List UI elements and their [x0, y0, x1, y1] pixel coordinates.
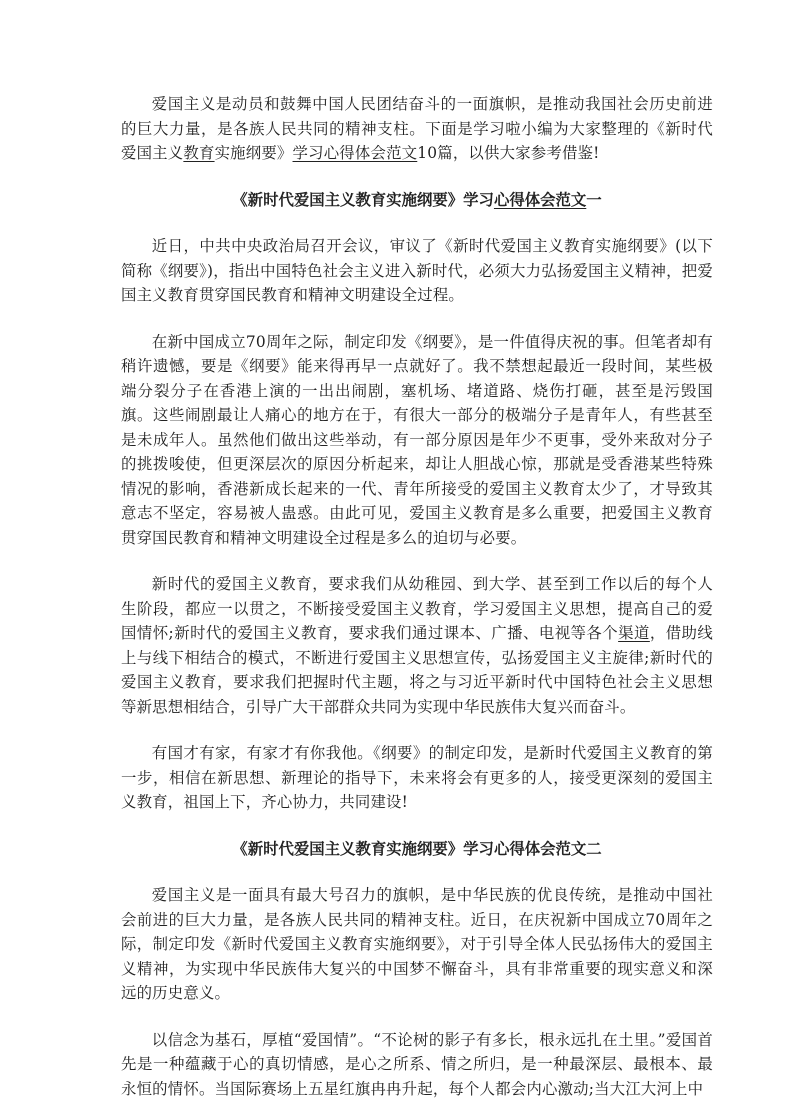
- link-essay-samples[interactable]: 学习心得体会范文: [293, 144, 418, 162]
- heading-text: 《新时代爱国主义教育实施纲要》学习: [232, 191, 494, 209]
- paragraph-text: 新时代的爱国主义教育，要求我们从幼稚园、到大学、甚至到工作以后的每个人生阶段，都应一以贯之，不断接受爱国主义教育，学习爱国主义思想，提高自己的爱国情怀;新时代的爱国主义教育，要求我们通过课本、广播、电视等各个: [121, 575, 713, 642]
- paragraph-text: ，借助线上与线下相结合的模式，不断进行爱国主义思想宣传，弘扬爱国主义主旋律;新时代的爱国主义教育，要求我们把握时代主题，将之与习近平新时代中国特色社会主义思想等新思想相结合，引导广大干部群众共同为实现中华民族伟大复兴而奋斗。: [121, 624, 713, 716]
- section-1-heading: [121, 188, 713, 213]
- section-1-paragraph-4: 有国才有家，有家才有你我他。《纲要》的制定印发，是新时代爱国主义教育的第一步，相信在新思想、新理论的指导下，未来将会有更多的人，接受更深刻的爱国主义教育，祖国上下，齐心协力，共同建设!: [121, 741, 713, 815]
- section-1-paragraph-2: 在新中国成立70周年之际，制定印发《纲要》，是一件值得庆祝的事。但笔者却有稍许遗憾，要是《纲要》能来得再早一点就好了。我不禁想起最近一段时间，某些极端分裂分子在香港上演的一出出闹剧，塞机场、堵道路、烧伤打砸，甚至是污毁国旗。这些闹剧最让人痛心的地方在于，有很大一部分的极端分子是青年人，有些甚至是未成年人。虽然他们做出这些举动，有一部分原因是年少不更事，受外来敌对分子的挑拨唆使，但更深层次的原因分析起来，却让人胆战心惊，那就是受香港某些特殊情况的影响，香港新成长起来的一代、青年所接受的爱国主义教育太少了，才导致其意志不坚定，容易被人蛊惑。由此可见，爱国主义教育是多么重要，把爱国主义教育贯穿国民教育和精神文明建设全过程是多么的迫切与必要。: [121, 330, 713, 551]
- intro-text: 10篇，以供大家参考借鉴!: [417, 144, 599, 162]
- section-1-paragraph-1: 近日，中共中央政治局召开会议，审议了《新时代爱国主义教育实施纲要》(以下简称《纲要》)，指出中国特色社会主义进入新时代，必须大力弘扬爱国主义精神，把爱国主义教育贯穿国民教育和精神文明建设全过程。: [121, 234, 713, 308]
- intro-text: 实施纲要》: [215, 144, 293, 162]
- document-body: [121, 92, 713, 1101]
- heading-text: 一: [586, 191, 601, 209]
- link-heading-essay[interactable]: 心得体会范文: [494, 191, 586, 209]
- link-education[interactable]: 教育: [183, 144, 214, 162]
- section-2-paragraph-1: 爱国主义是一面具有最大号召力的旗帜，是中华民族的优良传统，是推动中国社会前进的巨大力量，是各族人民共同的精神支柱。近日，在庆祝新中国成立70周年之际，制定印发《新时代爱国主义教育实施纲要》，对于引导全体人民弘扬伟大的爱国主义精神，为实现中华民族伟大复兴的中国梦不懈奋斗，具有非常重要的现实意义和深远的历史意义。: [121, 883, 713, 1006]
- intro-text: 爱国主义是动员和鼓舞中国人民团结奋斗的一面旗帜，是推动我国社会历史前进的巨大力量，是各族人民共同的精神支柱。下面是学习啦小编为大家整理的《新时代爱国主义: [121, 95, 713, 162]
- link-channels[interactable]: 渠道: [618, 624, 650, 642]
- section-2-heading: 《新时代爱国主义教育实施纲要》学习心得体会范文二: [121, 837, 713, 862]
- intro-paragraph: [121, 92, 713, 166]
- section-2-paragraph-2: 以信念为基石，厚植“爱国情”。“不论树的影子有多长，根永远扎在土里。”爱国首先是一种蕴藏于心的真切情感，是心之所系、情之所归，是一种最深层、最根本、最永恒的情怀。当国际赛场上五星红旗冉冉升起，每个人都会内心激动;当大江大河上中: [121, 1028, 713, 1101]
- section-1-paragraph-3: [121, 572, 713, 719]
